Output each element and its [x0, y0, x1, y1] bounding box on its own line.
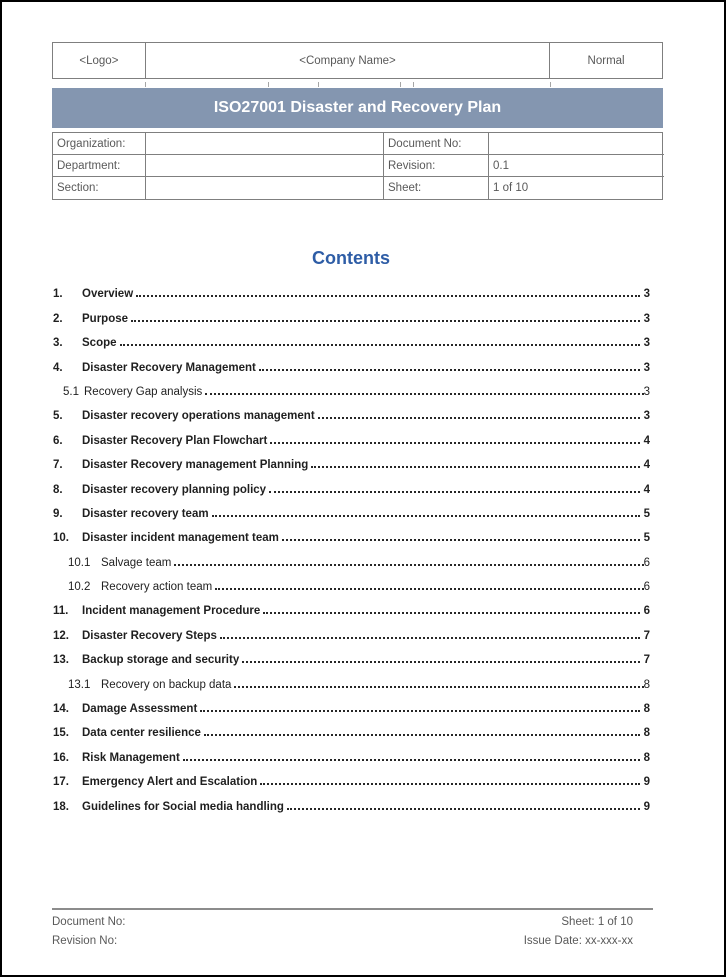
toc-leader-dots [234, 686, 643, 688]
toc-item[interactable] [53, 374, 650, 398]
toc-item-title: Purpose [82, 312, 129, 325]
toc-item[interactable] [53, 544, 650, 568]
toc-item[interactable] [53, 764, 650, 788]
toc-page-number: 3 [643, 385, 650, 398]
toc-item-number: 3. [53, 337, 63, 350]
toc-leader-dots [269, 491, 640, 493]
toc-leader-dots [220, 637, 640, 639]
toc-item-title: Disaster recovery operations management [82, 410, 315, 423]
document-no-label: Document No: [384, 133, 489, 155]
document-title: ISO27001 Disaster and Recovery Plan [213, 99, 502, 116]
toc-item-title: Recovery Gap analysis [84, 385, 203, 398]
toc-item[interactable] [53, 788, 650, 812]
toc-item-title: Disaster incident management team [82, 532, 279, 545]
toc-item-number: 10. [53, 532, 69, 545]
toc-item[interactable] [53, 398, 650, 422]
toc-page-number: 6 [643, 605, 650, 618]
toc-list [53, 276, 650, 813]
footer-doc-no-label: Document No: [52, 916, 126, 928]
toc-item-title: Guidelines for Social media handling [82, 800, 284, 813]
toc-item-number: 5. [53, 410, 63, 423]
toc-item-number: 12. [53, 629, 69, 642]
toc-page-number: 7 [643, 654, 650, 667]
toc-item-title: Disaster Recovery Steps [82, 629, 217, 642]
sheet-label: Sheet: [384, 177, 489, 199]
toc-item-title: Recovery action team [101, 581, 213, 594]
toc-page-number: 4 [643, 459, 650, 472]
toc-item[interactable] [53, 666, 650, 690]
toc-item-number: 13. [53, 654, 69, 667]
toc-item[interactable] [53, 617, 650, 641]
toc-item-title: Disaster Recovery Plan Flowchart [82, 434, 268, 447]
toc-leader-dots [242, 661, 639, 663]
toc-item-number: 9. [53, 507, 63, 520]
toc-item-number: 18. [53, 800, 69, 813]
toc-page-number: 8 [643, 678, 650, 691]
toc-item-title: Overview [82, 288, 134, 301]
toc-leader-dots [205, 393, 643, 395]
toc-page-number: 4 [643, 434, 650, 447]
toc-leader-dots [120, 344, 640, 346]
toc-leader-dots [200, 710, 639, 712]
company-name-text: <Company Name> [299, 54, 396, 67]
toc-item[interactable] [53, 739, 650, 763]
document-info-table [52, 132, 663, 200]
gridline-tick [268, 82, 269, 87]
toc-item[interactable] [53, 593, 650, 617]
toc-item-title: Disaster recovery team [82, 507, 209, 520]
department-label: Department: [53, 155, 146, 177]
gridline-tick [550, 82, 551, 87]
toc-item[interactable] [53, 715, 650, 739]
title-banner [52, 88, 663, 128]
toc-item-number: 2. [53, 312, 63, 325]
toc-leader-dots [311, 466, 639, 468]
document-no-value [489, 133, 664, 155]
toc-leader-dots [260, 783, 639, 785]
toc-item-title: Disaster recovery planning policy [82, 483, 267, 496]
toc-item-title: Scope [82, 337, 117, 350]
revision-label: Revision: [384, 155, 489, 177]
section-value [146, 177, 384, 199]
toc-page-number: 9 [643, 776, 650, 789]
toc-page-number: 3 [643, 288, 650, 301]
toc-leader-dots [259, 369, 640, 371]
toc-item-title: Salvage team [101, 556, 172, 569]
toc-leader-dots [263, 612, 639, 614]
doc-type-cell [550, 43, 662, 78]
toc-item-number: 5.1 [63, 385, 79, 398]
toc-item-title: Recovery on backup data [101, 678, 232, 691]
toc-leader-dots [136, 295, 639, 297]
page-footer [52, 908, 653, 951]
revision-value: 0.1 [489, 155, 664, 177]
department-value [146, 155, 384, 177]
toc-item[interactable] [53, 276, 650, 300]
toc-item-title: Backup storage and security [82, 654, 240, 667]
organization-value [146, 133, 384, 155]
company-name-cell [146, 43, 550, 78]
toc-leader-dots [215, 588, 643, 590]
toc-page-number: 4 [643, 483, 650, 496]
footer-right [524, 913, 653, 951]
footer-sheet: Sheet: 1 of 10 [561, 916, 633, 928]
section-label: Section: [53, 177, 146, 199]
footer-rule [52, 908, 653, 910]
toc-leader-dots [318, 417, 640, 419]
toc-page-number: 3 [643, 361, 650, 374]
gridline-tick [145, 82, 146, 87]
toc-item-number: 8. [53, 483, 63, 496]
toc-page-number: 6 [643, 581, 650, 594]
toc-item-number: 11. [53, 605, 69, 618]
footer-left [52, 913, 126, 951]
toc-item[interactable] [53, 642, 650, 666]
toc-page-number: 3 [643, 312, 650, 325]
logo-placeholder-cell [53, 43, 146, 78]
toc-item[interactable] [53, 349, 650, 373]
toc-item-number: 7. [53, 459, 63, 472]
gridline-tick [400, 82, 401, 87]
toc-page-number: 8 [643, 751, 650, 764]
toc-page-number: 5 [643, 507, 650, 520]
logo-placeholder-text: <Logo> [79, 54, 119, 67]
toc-page-number: 3 [643, 410, 650, 423]
toc-item-number: 10.2 [68, 581, 91, 594]
doc-type-text: Normal [587, 54, 625, 67]
footer-issue-date: Issue Date: xx-xxx-xx [523, 935, 633, 947]
toc-item-number: 1. [53, 288, 63, 301]
toc-item[interactable] [53, 520, 650, 544]
header-table [52, 42, 663, 79]
sheet-value: 1 of 10 [493, 182, 529, 194]
toc-item-title: Emergency Alert and Escalation [82, 776, 258, 789]
toc-item-title: Damage Assessment [82, 703, 198, 716]
toc-item-number: 17. [53, 776, 69, 789]
toc-item[interactable] [53, 325, 650, 349]
toc-leader-dots [174, 564, 643, 566]
toc-page-number: 8 [643, 727, 650, 740]
organization-label: Organization: [53, 133, 146, 155]
toc-leader-dots [212, 515, 640, 517]
toc-item-title: Disaster Recovery management Planning [82, 459, 309, 472]
toc-item[interactable] [53, 569, 650, 593]
toc-item-number: 10.1 [68, 556, 91, 569]
toc-leader-dots [183, 759, 640, 761]
toc-item-number: 15. [53, 727, 69, 740]
toc-leader-dots [287, 808, 640, 810]
toc-page-number: 5 [643, 532, 650, 545]
toc-item[interactable] [53, 691, 650, 715]
toc-item-title: Incident management Procedure [82, 605, 261, 618]
toc-leader-dots [204, 734, 640, 736]
footer-revision-no-label: Revision No: [52, 935, 118, 947]
toc-leader-dots [282, 539, 640, 541]
contents-heading: Contents [312, 248, 390, 268]
toc-item-number: 6. [53, 434, 63, 447]
gridline-tick [318, 82, 319, 87]
toc-item-number: 13.1 [68, 678, 91, 691]
toc-page-number: 6 [643, 556, 650, 569]
toc-item-title: Risk Management [82, 751, 180, 764]
gridline-tick [413, 82, 414, 87]
toc-item-title: Disaster Recovery Management [82, 361, 256, 374]
toc-item-title: Data center resilience [82, 727, 201, 740]
toc-page-number: 9 [643, 800, 650, 813]
toc-item-number: 16. [53, 751, 69, 764]
toc-leader-dots [131, 320, 640, 322]
toc-item[interactable] [53, 422, 650, 446]
table-gridline-strip [52, 81, 663, 88]
toc-item[interactable] [53, 471, 650, 495]
toc-page-number: 7 [643, 629, 650, 642]
toc-item-number: 4. [53, 361, 63, 374]
toc-item[interactable] [53, 300, 650, 324]
toc-leader-dots [270, 442, 639, 444]
toc-item[interactable] [53, 447, 650, 471]
toc-page-number: 3 [643, 337, 650, 350]
toc-item-number: 14. [53, 703, 69, 716]
toc-item[interactable] [53, 496, 650, 520]
toc-page-number: 8 [643, 703, 650, 716]
